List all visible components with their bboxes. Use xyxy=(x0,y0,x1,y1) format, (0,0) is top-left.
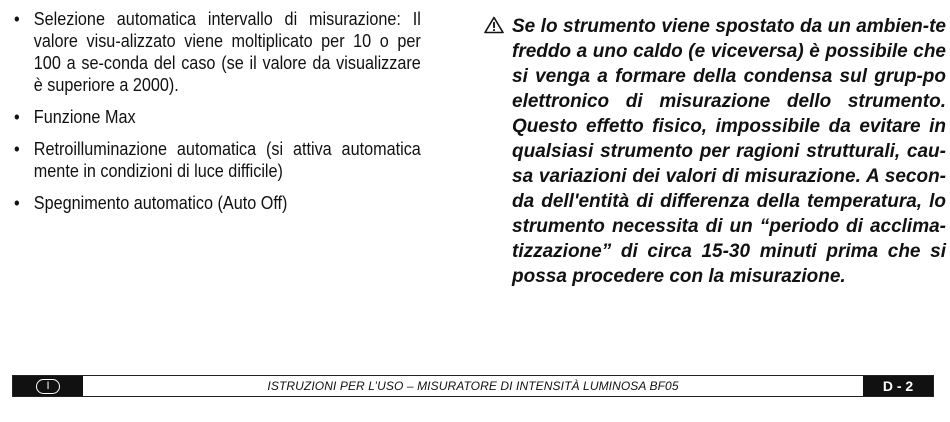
bullet-marker: • xyxy=(14,193,20,213)
page-footer xyxy=(12,375,934,397)
language-indicator xyxy=(13,376,83,396)
bullet-marker: • xyxy=(14,139,20,159)
list-item xyxy=(14,192,421,214)
list-item xyxy=(14,8,421,96)
feature-list xyxy=(14,8,421,214)
warning-triangle-icon xyxy=(484,16,504,34)
feature-list-column xyxy=(14,8,421,224)
list-item-text: Spegnimento automatico (Auto Off) xyxy=(33,193,288,213)
warning-section xyxy=(484,14,946,289)
warning-text: Se lo strumento viene spostato da un ambien-te freddo a uno caldo (e viceversa) è possibile che si venga a formare della condensa sul grup-po elettronico di misurazione dello strumento. Questo effetto fisico, impossibile da evitare in qualsiasi strumento per ragioni strutturali, cau-sa variazioni dei valori di misurazione. A secon-da dell'entità di differenza della temperatura, lo strumento necessita di un “periodo di acclima-tizzazione” di circa 15-30 minuti prima che si possa procedere con la misurazione. xyxy=(512,16,946,287)
list-item-text: Funzione Max xyxy=(33,107,136,127)
bullet-marker: • xyxy=(14,107,20,127)
footer-title: ISTRUZIONI PER L’USO – MISURATORE DI INTENSITÀ LUMINOSA BF05 xyxy=(267,379,679,393)
language-badge: I xyxy=(36,379,59,394)
page-number: D - 2 xyxy=(863,376,933,396)
list-item-text: Retroilluminazione automatica (si attiva automatica mente in condizioni di luce difficile) xyxy=(33,139,421,181)
list-item xyxy=(14,106,421,128)
list-item xyxy=(14,138,421,182)
list-item-text: Selezione automatica intervallo di misurazione: Il valore visu-alizzato viene moltiplicato per 10 o per 100 a se-conda del caso (se il valore da visualizzare è superiore a 2000). xyxy=(33,9,421,95)
bullet-marker: • xyxy=(14,9,20,29)
